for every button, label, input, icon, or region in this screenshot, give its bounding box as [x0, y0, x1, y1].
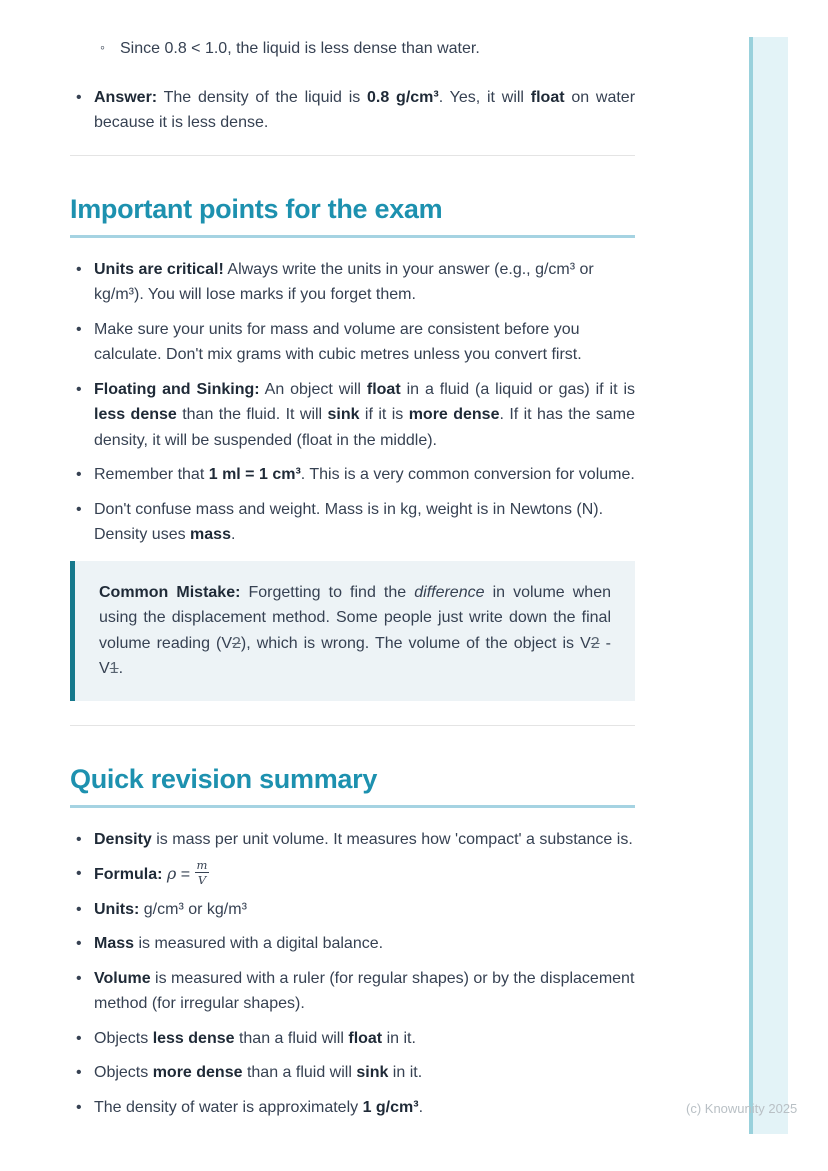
exam-list: [70, 257, 635, 548]
summary-section-heading: Quick revision summary: [70, 763, 635, 808]
document-content: [70, 0, 635, 1129]
list-item-formula: • Formula: ρ = $\frac{m}{V}$: [70, 861, 635, 888]
list-item-more-dense-sink: • Objects more dense than a fluid will sink in it.: [70, 1060, 635, 1086]
formula-fraction: $\frac{m}{V}$: [196, 858, 208, 888]
list-item-floating-sinking: • Floating and Sinking: An object will float in a fluid (a liquid or gas) if it is less dense than the fluid. It will sink if it is more dense. If it has the same density, it will be suspended (float in the middle).: [70, 377, 635, 454]
exam-section-heading: Important points for the exam: [70, 193, 635, 238]
section-divider: [70, 155, 635, 156]
list-item-less-dense-float: • Objects less dense than a fluid will float in it.: [70, 1026, 635, 1052]
side-highlight-band: [749, 37, 788, 1134]
list-item-volume-measure: • Volume is measured with a ruler (for regular shapes) or by the displacement method (for irregular shapes).: [70, 966, 635, 1017]
list-item-consistent-units: • Make sure your units for mass and volume are consistent before you calculate. Don't mix grams with cubic metres unless you convert first.: [70, 317, 635, 368]
list-item-answer: • Answer: The density of the liquid is 0.8 g/cm³. Yes, it will float on water because it is less dense.: [70, 85, 635, 136]
common-mistake-callout: [70, 561, 635, 701]
summary-list: [70, 827, 635, 1121]
list-item-since: ◦ Since 0.8 < 1.0, the liquid is less dense than water.: [70, 36, 635, 62]
intro-list: [70, 36, 635, 136]
list-item-mass-measure: • Mass is measured with a digital balance.: [70, 931, 635, 957]
watermark-text: (c) Knowunity 2025: [686, 1101, 798, 1116]
section-divider: [70, 725, 635, 726]
list-item-ml-conversion: • Remember that 1 ml = 1 cm³. This is a very common conversion for volume.: [70, 462, 635, 488]
list-item-water-density: • The density of water is approximately 1 g/cm³.: [70, 1095, 635, 1121]
list-item-mass-weight: • Don't confuse mass and weight. Mass is in kg, weight is in Newtons (N). Density uses mass.: [70, 497, 635, 548]
list-item-density-definition: • Density is mass per unit volume. It measures how 'compact' a substance is.: [70, 827, 635, 853]
list-item-units-critical: • Units are critical! Always write the units in your answer (e.g., g/cm³ or kg/m³). You will lose marks if you forget them.: [70, 257, 635, 308]
list-item-units: • Units: g/cm³ or kg/m³: [70, 897, 635, 923]
callout-text: Common Mistake: Forgetting to find the difference in volume when using the displacement method. Some people just write down the final volume reading (V2), which is wrong. The volume of the object is V2 - V1.: [99, 583, 612, 677]
